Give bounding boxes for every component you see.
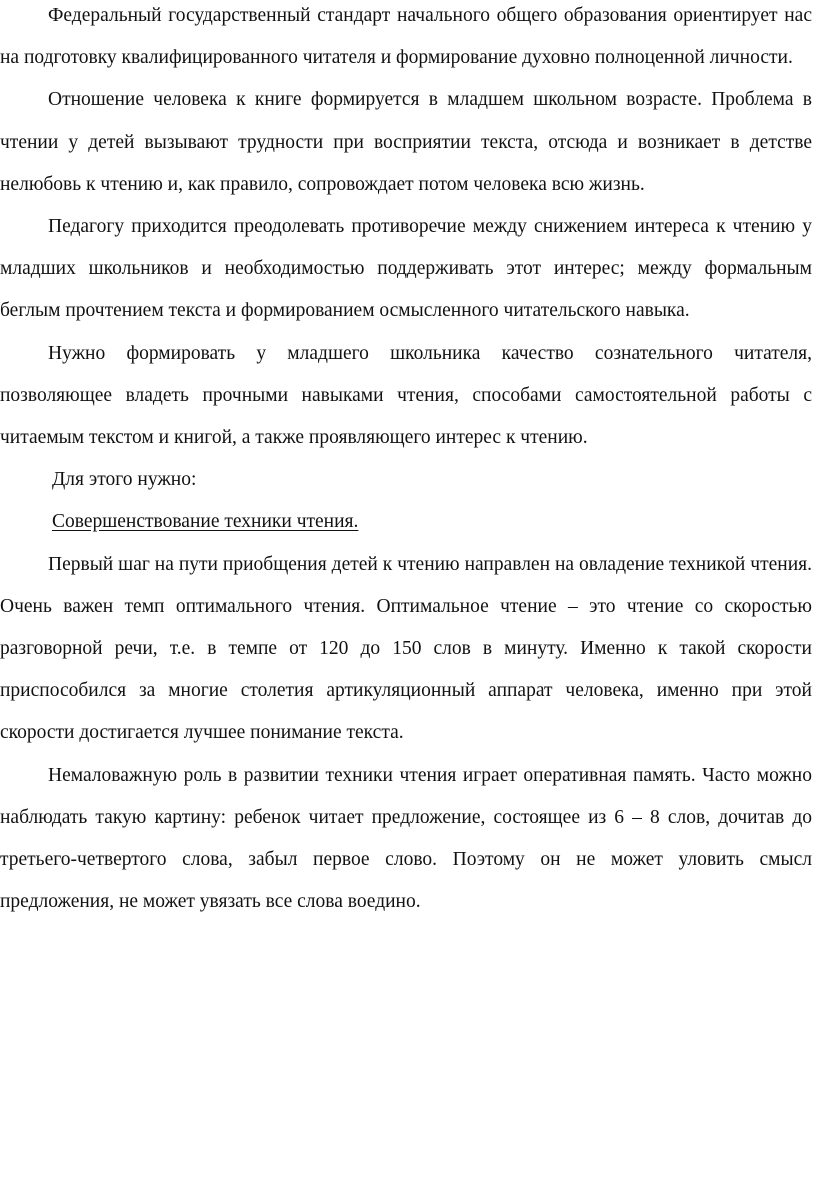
paragraph-standard: Федеральный государственный стандарт начального общего образования ориентирует нас на подготовку квалифицированного читателя и формирование духовно полноценной личности. <box>0 5 812 69</box>
paragraph-memory: Немаловажную роль в развитии техники чтения играет оперативная память. Часто можно наблюдать такую картину: ребенок читает предложение, состоящее из 6 – 8 слов, дочитав до третьего-четвертого слова, забыл первое слово. Поэтому он не может уловить смысл предложения, не может увязать все слова воедино. <box>0 764 812 913</box>
paragraph-teacher: Педагогу приходится преодолевать противоречие между снижением интереса к чтению у младших школьников и необходимостью поддерживать этот интерес; между формальным беглым прочтением текста и формированием осмысленного читательского навыка. <box>0 216 812 322</box>
paragraph-attitude: Отношение человека к книге формируется в младшем школьном возрасте. Проблема в чтении у детей вызывают трудности при восприятии текста, отсюда и возникает в детстве нелюбовь к чтению и, как правило, сопровождает потом человека всю жизнь. <box>0 89 812 195</box>
section-heading-text: Совершенствование техники чтения. <box>52 511 359 533</box>
paragraph-conscious-reader: Нужно формировать у младшего школьника качество сознательного читателя, позволяющее владеть прочными навыками чтения, способами самостоятельной работы с читаемым текстом и книгой, а также проявляющего интерес к чтению. <box>0 342 812 449</box>
section-heading <box>0 501 812 543</box>
paragraph-reading-technique: Первый шаг на пути приобщения детей к чтению направлен на овладение техникой чтения. Очень важен темп оптимального чтения. Оптимальное чтение – это чтение со скоростью разговорной речи, т.е. в темпе от 120 до 150 слов в минуту. Именно к такой скорости приспособился за многие столетия артикуляционный аппарат человека, именно при этой скорости достигается лучшее понимание текста. <box>0 553 812 744</box>
intro-line: Для этого нужно: <box>52 469 197 491</box>
